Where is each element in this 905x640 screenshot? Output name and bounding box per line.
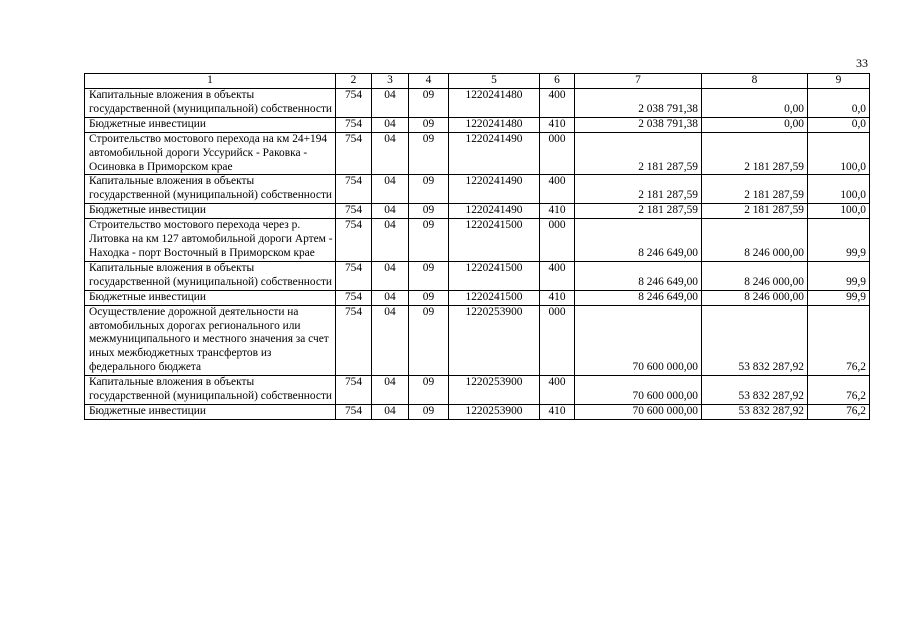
- row-subsection-code-cell: 09: [409, 89, 449, 118]
- row-target-article-cell: 1220241500: [449, 219, 540, 262]
- row-planned-amount-cell: 70 600 000,00: [575, 404, 702, 419]
- table-row: [85, 204, 870, 219]
- row-ministry-code-cell: 754: [336, 117, 372, 132]
- table-header-row: [85, 74, 870, 89]
- row-name-cell: Капитальные вложения в объекты государственной (муниципальной) собственности: [85, 89, 336, 118]
- row-percent-cell: 99,9: [808, 290, 870, 305]
- table-row: [85, 404, 870, 419]
- row-ministry-code-cell: 754: [336, 404, 372, 419]
- row-percent-cell: 100,0: [808, 175, 870, 204]
- row-section-code-cell: 04: [372, 376, 409, 405]
- row-ministry-code-cell: 754: [336, 175, 372, 204]
- column-header-6: 6: [540, 74, 575, 89]
- row-subsection-code-cell: 09: [409, 204, 449, 219]
- row-name-cell: Капитальные вложения в объекты государственной (муниципальной) собственности: [85, 376, 336, 405]
- row-percent-cell: 99,9: [808, 219, 870, 262]
- column-header-2: 2: [336, 74, 372, 89]
- row-target-article-cell: 1220253900: [449, 404, 540, 419]
- row-percent-cell: 100,0: [808, 204, 870, 219]
- row-percent-cell: 0,0: [808, 117, 870, 132]
- row-expense-type-cell: 400: [540, 89, 575, 118]
- row-expense-type-cell: 000: [540, 219, 575, 262]
- row-section-code-cell: 04: [372, 132, 409, 175]
- row-subsection-code-cell: 09: [409, 261, 449, 290]
- row-subsection-code-cell: 09: [409, 117, 449, 132]
- row-section-code-cell: 04: [372, 117, 409, 132]
- column-header-5: 5: [449, 74, 540, 89]
- row-name-cell: Осуществление дорожной деятельности на автомобильных дорогах регионального или межмуниципального и местного значения за счет иных межбюджетных трансфертов из федерального бюджета: [85, 305, 336, 376]
- table-row: [85, 219, 870, 262]
- row-target-article-cell: 1220241480: [449, 117, 540, 132]
- row-percent-cell: 100,0: [808, 132, 870, 175]
- row-ministry-code-cell: 754: [336, 261, 372, 290]
- row-expense-type-cell: 410: [540, 117, 575, 132]
- column-header-1: 1: [85, 74, 336, 89]
- row-planned-amount-cell: 2 181 287,59: [575, 204, 702, 219]
- row-planned-amount-cell: 8 246 649,00: [575, 261, 702, 290]
- row-expense-type-cell: 400: [540, 175, 575, 204]
- table-row: [85, 261, 870, 290]
- row-target-article-cell: 1220241490: [449, 204, 540, 219]
- row-executed-amount-cell: 0,00: [702, 117, 808, 132]
- row-section-code-cell: 04: [372, 204, 409, 219]
- page-number: 33: [856, 56, 868, 70]
- row-executed-amount-cell: 8 246 000,00: [702, 290, 808, 305]
- row-section-code-cell: 04: [372, 290, 409, 305]
- budget-table: [84, 73, 870, 420]
- row-subsection-code-cell: 09: [409, 305, 449, 376]
- row-subsection-code-cell: 09: [409, 290, 449, 305]
- row-subsection-code-cell: 09: [409, 132, 449, 175]
- row-subsection-code-cell: 09: [409, 404, 449, 419]
- row-name-cell: Бюджетные инвестиции: [85, 290, 336, 305]
- table-row: [85, 290, 870, 305]
- row-percent-cell: 76,2: [808, 376, 870, 405]
- row-name-cell: Бюджетные инвестиции: [85, 204, 336, 219]
- column-header-4: 4: [409, 74, 449, 89]
- row-target-article-cell: 1220241480: [449, 89, 540, 118]
- row-executed-amount-cell: 53 832 287,92: [702, 376, 808, 405]
- table-row: [85, 89, 870, 118]
- row-target-article-cell: 1220253900: [449, 305, 540, 376]
- row-target-article-cell: 1220241500: [449, 290, 540, 305]
- row-expense-type-cell: 400: [540, 376, 575, 405]
- row-name-cell: Строительство мостового перехода на км 24+194 автомобильной дороги Уссурийск - Раковка - Осиновка в Приморском крае: [85, 132, 336, 175]
- table-row: [85, 305, 870, 376]
- row-ministry-code-cell: 754: [336, 219, 372, 262]
- row-expense-type-cell: 000: [540, 305, 575, 376]
- row-target-article-cell: 1220253900: [449, 376, 540, 405]
- row-percent-cell: 99,9: [808, 261, 870, 290]
- row-expense-type-cell: 000: [540, 132, 575, 175]
- row-section-code-cell: 04: [372, 404, 409, 419]
- row-name-cell: Бюджетные инвестиции: [85, 404, 336, 419]
- row-ministry-code-cell: 754: [336, 305, 372, 376]
- row-planned-amount-cell: 8 246 649,00: [575, 219, 702, 262]
- row-executed-amount-cell: 0,00: [702, 89, 808, 118]
- row-expense-type-cell: 410: [540, 290, 575, 305]
- row-name-cell: Бюджетные инвестиции: [85, 117, 336, 132]
- row-planned-amount-cell: 2 038 791,38: [575, 89, 702, 118]
- row-executed-amount-cell: 53 832 287,92: [702, 305, 808, 376]
- row-planned-amount-cell: 70 600 000,00: [575, 305, 702, 376]
- row-subsection-code-cell: 09: [409, 175, 449, 204]
- row-subsection-code-cell: 09: [409, 376, 449, 405]
- row-expense-type-cell: 410: [540, 204, 575, 219]
- row-section-code-cell: 04: [372, 261, 409, 290]
- row-planned-amount-cell: 8 246 649,00: [575, 290, 702, 305]
- table-row: [85, 175, 870, 204]
- row-ministry-code-cell: 754: [336, 132, 372, 175]
- row-section-code-cell: 04: [372, 89, 409, 118]
- row-ministry-code-cell: 754: [336, 290, 372, 305]
- table-row: [85, 376, 870, 405]
- row-name-cell: Капитальные вложения в объекты государственной (муниципальной) собственности: [85, 175, 336, 204]
- row-percent-cell: 0,0: [808, 89, 870, 118]
- row-section-code-cell: 04: [372, 305, 409, 376]
- row-planned-amount-cell: 2 181 287,59: [575, 175, 702, 204]
- row-planned-amount-cell: 2 181 287,59: [575, 132, 702, 175]
- column-header-7: 7: [575, 74, 702, 89]
- row-subsection-code-cell: 09: [409, 219, 449, 262]
- column-header-8: 8: [702, 74, 808, 89]
- row-target-article-cell: 1220241490: [449, 132, 540, 175]
- row-executed-amount-cell: 2 181 287,59: [702, 204, 808, 219]
- row-target-article-cell: 1220241490: [449, 175, 540, 204]
- row-section-code-cell: 04: [372, 219, 409, 262]
- row-ministry-code-cell: 754: [336, 204, 372, 219]
- table-row: [85, 117, 870, 132]
- row-expense-type-cell: 400: [540, 261, 575, 290]
- column-header-3: 3: [372, 74, 409, 89]
- row-executed-amount-cell: 2 181 287,59: [702, 132, 808, 175]
- column-header-9: 9: [808, 74, 870, 89]
- table-row: [85, 132, 870, 175]
- row-name-cell: Строительство мостового перехода через р. Литовка на км 127 автомобильной дороги Артем - Находка - порт Восточный в Приморском крае: [85, 219, 336, 262]
- row-target-article-cell: 1220241500: [449, 261, 540, 290]
- row-percent-cell: 76,2: [808, 404, 870, 419]
- row-percent-cell: 76,2: [808, 305, 870, 376]
- row-planned-amount-cell: 2 038 791,38: [575, 117, 702, 132]
- row-executed-amount-cell: 53 832 287,92: [702, 404, 808, 419]
- row-section-code-cell: 04: [372, 175, 409, 204]
- row-expense-type-cell: 410: [540, 404, 575, 419]
- row-name-cell: Капитальные вложения в объекты государственной (муниципальной) собственности: [85, 261, 336, 290]
- row-executed-amount-cell: 8 246 000,00: [702, 219, 808, 262]
- row-ministry-code-cell: 754: [336, 89, 372, 118]
- row-executed-amount-cell: 8 246 000,00: [702, 261, 808, 290]
- row-executed-amount-cell: 2 181 287,59: [702, 175, 808, 204]
- row-planned-amount-cell: 70 600 000,00: [575, 376, 702, 405]
- row-ministry-code-cell: 754: [336, 376, 372, 405]
